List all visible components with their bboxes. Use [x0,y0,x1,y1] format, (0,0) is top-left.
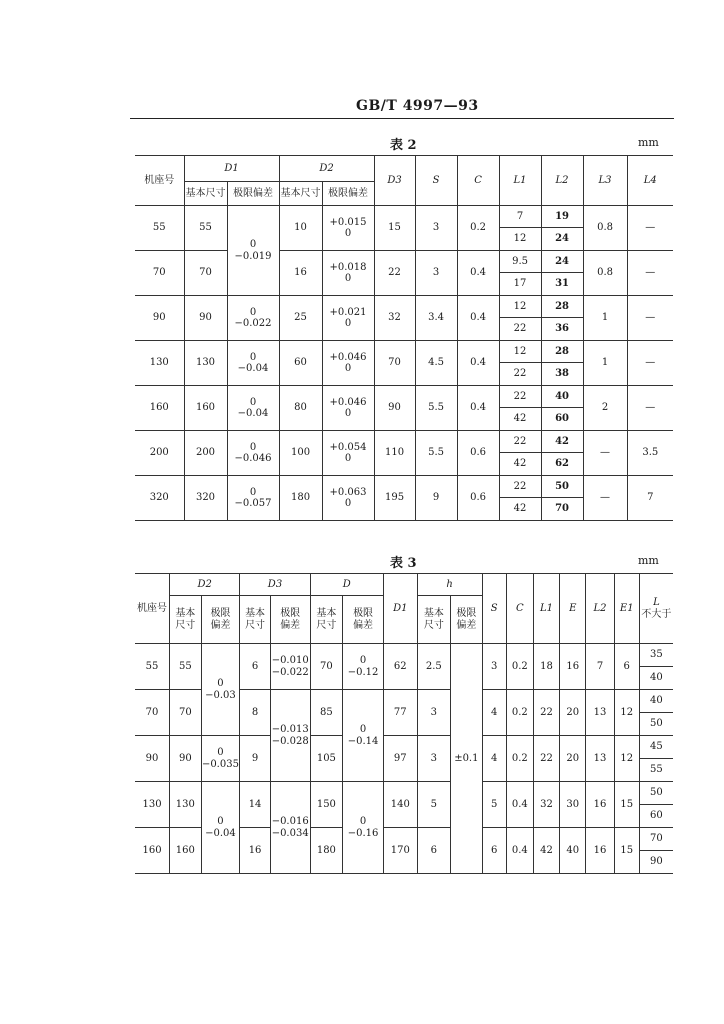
t3-l2: 13 [586,690,614,736]
t3-c: 0.2 [506,690,533,736]
t2-head-l4: L4 [627,156,673,206]
t3-ddev: 0 −0.16 [343,782,384,874]
t2-d2dev: +0.015 0 [322,206,374,251]
table3-title: 表 3 [390,556,417,571]
t3-frame: 55 [135,644,170,690]
t3-d: 85 [310,690,343,736]
t2-s: 5.5 [415,386,457,431]
t3-lb: 50 [639,713,673,736]
t3-head-s: S [482,574,506,644]
t2-s: 3.4 [415,296,457,341]
t2-l3: 0.8 [583,206,627,251]
t3-head-d1: D1 [384,574,418,644]
t2-d2: 180 [279,476,322,521]
t3-d1: 97 [384,736,418,782]
t2-c: 0.2 [457,206,499,251]
t3-la: 35 [639,644,673,667]
t3-l2: 13 [586,736,614,782]
t3-d: 105 [310,736,343,782]
t3-frame: 160 [135,828,170,874]
t2-d1: 160 [184,386,227,431]
t3-e: 40 [560,828,586,874]
t3-frame: 90 [135,736,170,782]
t2-d1: 320 [184,476,227,521]
t2-l4: — [627,341,673,386]
t3-head-l-symbol: L [653,597,660,608]
t2-l3: 1 [583,296,627,341]
t2-d2: 16 [279,251,322,296]
t2-head-d2: D2 [279,156,374,182]
t2-l2b: 62 [541,453,583,476]
t3-head-l [639,574,673,644]
t2-d1dev: 0 −0.019 [227,206,279,296]
t2-l2a: 19 [541,206,583,228]
t2-d2: 80 [279,386,322,431]
t3-lb: 60 [639,805,673,828]
t3-e: 20 [560,736,586,782]
t2-s: 4.5 [415,341,457,386]
t3-h: 3 [417,736,451,782]
t3-c: 0.4 [506,828,533,874]
t2-c: 0.4 [457,386,499,431]
t3-l2: 7 [586,644,614,690]
t2-d1: 70 [184,251,227,296]
t2-l1a: 22 [499,431,541,453]
t3-d3: 16 [240,828,270,874]
t3-d2: 70 [170,690,201,736]
t3-lb: 40 [639,667,673,690]
t3-head-frame: 机座号 [135,574,170,644]
t3-e: 16 [560,644,586,690]
t3-d2dev: 0 −0.035 [201,736,240,782]
t2-d3: 90 [374,386,415,431]
t2-d3: 15 [374,206,415,251]
t3-d3: 6 [240,644,270,690]
t2-d2dev: +0.046 0 [322,341,374,386]
t2-l1a: 12 [499,341,541,363]
t2-l1b: 22 [499,363,541,386]
t2-d1dev: 0 −0.04 [227,341,279,386]
t2-l1b: 22 [499,318,541,341]
t3-d2: 90 [170,736,201,782]
t3-head-l-note: 不大于 [641,608,672,620]
t3-la: 40 [639,690,673,713]
t3-d1: 170 [384,828,418,874]
t2-l1b: 42 [499,498,541,521]
t3-head-d2: D2 [170,574,240,596]
t2-d2: 25 [279,296,322,341]
t2-d3: 70 [374,341,415,386]
t3-d2dev: 0 −0.03 [201,644,240,736]
t3-la: 50 [639,782,673,805]
t3-e: 20 [560,690,586,736]
t2-l1b: 17 [499,273,541,296]
t3-l2: 16 [586,828,614,874]
t2-d1dev: 0 −0.022 [227,296,279,341]
t3-l1: 22 [533,736,559,782]
t2-head-d1-basic: 基本尺寸 [184,182,227,206]
t2-d1: 55 [184,206,227,251]
t2-l2a: 28 [541,296,583,318]
t3-head-h: h [417,574,482,596]
t2-s: 3 [415,251,457,296]
t2-d2: 60 [279,341,322,386]
t3-head-h-basic: 基本 尺寸 [417,596,451,644]
t3-s: 6 [482,828,506,874]
t2-l2a: 50 [541,476,583,498]
t3-head-d2-basic: 基本 尺寸 [170,596,201,644]
t3-la: 45 [639,736,673,759]
t2-l4: — [627,206,673,251]
t3-frame: 70 [135,690,170,736]
t3-head-d-dev: 极限 偏差 [343,596,384,644]
t2-d1dev: 0 −0.04 [227,386,279,431]
t2-s: 9 [415,476,457,521]
t2-l1a: 7 [499,206,541,228]
t3-e1: 6 [614,644,639,690]
table3-unit: mm [638,554,659,567]
t2-l2b: 60 [541,408,583,431]
t3-head-e: E [560,574,586,644]
t2-head-frame: 机座号 [135,156,184,206]
t3-lb: 55 [639,759,673,782]
t2-l2b: 70 [541,498,583,521]
t3-d3: 14 [240,782,270,828]
t3-frame: 130 [135,782,170,828]
table2-unit: mm [638,136,659,149]
t2-l2a: 28 [541,341,583,363]
t2-d3: 32 [374,296,415,341]
t2-frame: 160 [135,386,184,431]
t2-frame: 130 [135,341,184,386]
t3-lb: 90 [639,851,673,874]
t2-d2dev: +0.063 0 [322,476,374,521]
t3-head-h-dev: 极限 偏差 [451,596,482,644]
t3-e1: 15 [614,828,639,874]
t3-d1: 77 [384,690,418,736]
t3-c: 0.4 [506,782,533,828]
t3-s: 3 [482,644,506,690]
t3-c: 0.2 [506,736,533,782]
t2-l4: — [627,386,673,431]
t2-frame: 70 [135,251,184,296]
t3-l1: 32 [533,782,559,828]
t3-h: 5 [417,782,451,828]
t2-l2b: 38 [541,363,583,386]
table2 [135,155,673,521]
t2-l1b: 12 [499,228,541,251]
t3-d: 70 [310,644,343,690]
t2-frame: 200 [135,431,184,476]
t3-d1: 140 [384,782,418,828]
t3-d3: 8 [240,690,270,736]
t2-d1dev: 0 −0.046 [227,431,279,476]
t2-head-d2-dev: 极限偏差 [322,182,374,206]
t3-l1: 22 [533,690,559,736]
t3-d: 180 [310,828,343,874]
t3-hdev: ±0.1 [451,644,482,874]
t2-l3: 1 [583,341,627,386]
t3-d2: 55 [170,644,201,690]
t2-head-s: S [415,156,457,206]
t3-ddev: 0 −0.14 [343,690,384,782]
t2-d1: 130 [184,341,227,386]
t2-d1dev: 0 −0.057 [227,476,279,521]
t3-head-c: C [506,574,533,644]
t2-d2: 100 [279,431,322,476]
t2-d2dev: +0.046 0 [322,386,374,431]
t3-d3dev: −0.010 −0.022 [270,644,310,690]
t2-d3: 110 [374,431,415,476]
t2-l4: 3.5 [627,431,673,476]
t2-frame: 320 [135,476,184,521]
t3-d3dev: −0.016 −0.034 [270,782,310,874]
t2-l4: — [627,251,673,296]
t3-head-d-basic: 基本 尺寸 [310,596,343,644]
t3-h: 3 [417,690,451,736]
t2-head-l2: L2 [541,156,583,206]
t2-l2a: 42 [541,431,583,453]
t2-head-d1: D1 [184,156,279,182]
t2-l1b: 42 [499,453,541,476]
t2-head-l1: L1 [499,156,541,206]
t2-head-d1-dev: 极限偏差 [227,182,279,206]
t2-l2b: 24 [541,228,583,251]
t3-head-d: D [310,574,383,596]
t3-d2: 130 [170,782,201,828]
t2-d1: 200 [184,431,227,476]
t2-l1a: 9.5 [499,251,541,273]
t2-d3: 195 [374,476,415,521]
t3-e: 30 [560,782,586,828]
t3-h: 6 [417,828,451,874]
t3-c: 0.2 [506,644,533,690]
t2-s: 3 [415,206,457,251]
t2-l2a: 24 [541,251,583,273]
t2-l3: — [583,431,627,476]
t2-l3: 0.8 [583,251,627,296]
document-header: GB/T 4997—93 [356,98,479,114]
t2-d1: 90 [184,296,227,341]
t3-e1: 15 [614,782,639,828]
t3-head-d2-dev: 极限 偏差 [201,596,240,644]
t2-c: 0.6 [457,476,499,521]
t3-ddev: 0 −0.12 [343,644,384,690]
t3-l1: 18 [533,644,559,690]
t3-head-d3-dev: 极限 偏差 [270,596,310,644]
t2-c: 0.6 [457,431,499,476]
t3-s: 4 [482,736,506,782]
t2-head-d2-basic: 基本尺寸 [279,182,322,206]
t2-d2: 10 [279,206,322,251]
t3-d2: 160 [170,828,201,874]
header-rule [130,118,674,119]
t3-e1: 12 [614,690,639,736]
t3-head-d3-basic: 基本 尺寸 [240,596,270,644]
t3-head-l1: L1 [533,574,559,644]
t2-d2dev: +0.018 0 [322,251,374,296]
t2-frame: 90 [135,296,184,341]
t2-l1b: 42 [499,408,541,431]
t2-head-d3: D3 [374,156,415,206]
t2-l1a: 22 [499,386,541,408]
t2-l1a: 22 [499,476,541,498]
t2-d2dev: +0.054 0 [322,431,374,476]
t2-l2a: 40 [541,386,583,408]
t3-head-l2: L2 [586,574,614,644]
t3-d2dev: 0 −0.04 [201,782,240,874]
t3-l1: 42 [533,828,559,874]
t2-head-l3: L3 [583,156,627,206]
table3 [135,573,673,874]
t2-l2b: 36 [541,318,583,341]
t3-head-d3: D3 [240,574,310,596]
t3-s: 5 [482,782,506,828]
t2-frame: 55 [135,206,184,251]
t2-l3: — [583,476,627,521]
t2-l1a: 12 [499,296,541,318]
t2-l4: — [627,296,673,341]
t3-e1: 12 [614,736,639,782]
table2-title: 表 2 [390,138,417,153]
t3-d3dev: −0.013 −0.028 [270,690,310,782]
t3-h: 2.5 [417,644,451,690]
t2-c: 0.4 [457,251,499,296]
t3-d3: 9 [240,736,270,782]
t2-l3: 2 [583,386,627,431]
t3-head-e1: E1 [614,574,639,644]
t3-l2: 16 [586,782,614,828]
t3-d: 150 [310,782,343,828]
t3-la: 70 [639,828,673,851]
t2-l2b: 31 [541,273,583,296]
t2-s: 5.5 [415,431,457,476]
t2-d2dev: +0.021 0 [322,296,374,341]
t3-d1: 62 [384,644,418,690]
t2-d3: 22 [374,251,415,296]
t2-head-c: C [457,156,499,206]
t2-c: 0.4 [457,296,499,341]
t2-l4: 7 [627,476,673,521]
t2-c: 0.4 [457,341,499,386]
t3-s: 4 [482,690,506,736]
